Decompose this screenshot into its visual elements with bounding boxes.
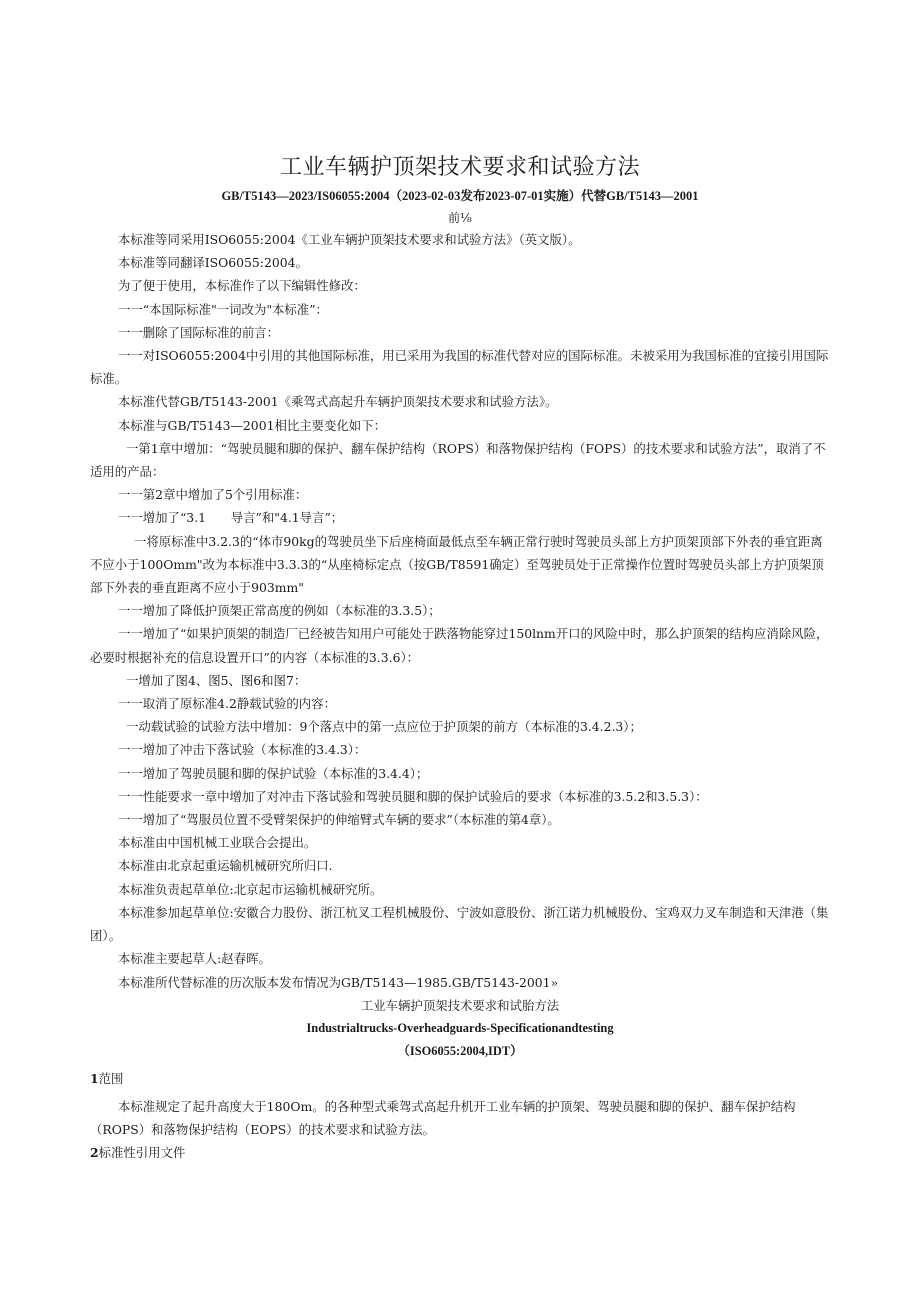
section-title: 范围 <box>98 1071 124 1087</box>
list-item: 一一增加了冲击下落试验（本标准的3.4.3）： <box>118 742 367 758</box>
scope-text: 本标准规定了起升高度大于180Om。的各种型式乘驾式高起升机开工业车辆的护顶架、驾驶员腿和脚的保护、翻车保护结构（ROPS）和落物保护结构（EOPS）的技术要求和试验方法。 <box>90 1098 796 1137</box>
subtitle-english: Industrialtrucks-Overheadguards-Specificationandtesting <box>306 1020 614 1035</box>
paragraph: 本标准等同采用ISO6055:2004《工业车辆护顶架技术要求和试验方法》（英文版）。 <box>118 232 581 247</box>
list-item: 一将原标准中3.2.3的“体市90kg的驾驶员坐下后座椅面最低点至车辆正常行驶时驾驶员头部上方护顶架顶部下外表的垂宜距离不应小于100Omm"改为本标准中3.3.3的“从座椅标定点（按GB/T8591确定）至驾驶员处于正常操作位置时驾驶员头部上方护顶架顶部下外表的垂直距离不应小于903mm" <box>90 533 824 596</box>
list-item: 一第1章中增加：“驾驶员腿和脚的保护、翻车保护结构（ROPS）和落物保护结构（FOPS）的技术要求和试验方法”，取消了不适用的产品： <box>90 440 826 480</box>
subtitle-iso: （ISO6055:2004,IDT） <box>397 1044 523 1059</box>
paragraph: 本标准由北京起重运输机械研究所归口. <box>118 858 333 874</box>
list-item: 一一增加了驾驶员腿和脚的保护试验（本标准的3.4.4）； <box>118 765 429 781</box>
list-item: 一一增加了“驾服员位置不受臂架保护的伸缩臂式车辆的要求”（本标准的第4章）。 <box>118 812 560 828</box>
list-item: 一一性能要求一章中增加了对冲击下落试验和驾驶员腿和脚的保护试验后的要求（本标准的3.5.2和3.5.3）： <box>118 788 708 804</box>
section-title: 标准性引用文件 <box>98 1144 186 1160</box>
foreword-heading: 前⅛ <box>448 211 472 225</box>
paragraph: 本标准负责起草单位:北京起市运输机械研究所。 <box>118 881 383 897</box>
standard-number-line: GB/T5143—2023/IS06055:2004（2023-02-03发布2023-07-01实施）代替GB/T5143—2001 <box>221 189 699 203</box>
list-item: 一一删除了国际标准的前言： <box>118 324 280 340</box>
list-item: 一一取消了原标准4.2静载试验的内容： <box>118 696 336 712</box>
list-item: 一一对ISO6055:2004中引用的其他国际标准，用已采用为我国的标准代替对应的国际标准。未被采用为我国标准的宜接引用国际标准。 <box>90 348 829 387</box>
paragraph: 本标准与GB/T5143—2001相比主要变化如下： <box>118 417 386 433</box>
paragraph: 本标准主要起草人:赵春晖。 <box>118 951 271 967</box>
paragraph: 为了便于使用，本标准作了以下编辑性修改： <box>118 278 366 294</box>
section-number: 2 <box>90 1144 99 1160</box>
subtitle-chinese: 工业车辆护顶架技术要求和试胎方法 <box>360 997 560 1013</box>
paragraph: 本标准代替GB/T5143-2001《乘驾式高起升车辆护顶架技术要求和试验方法》。 <box>118 394 558 410</box>
list-item: 一一“本国际标准"一词改为"本标准”： <box>118 301 328 317</box>
list-item: 一一第2章中增加了5个引用标准： <box>118 487 308 503</box>
paragraph: 本标准由中国机械工业联合会提出。 <box>118 835 317 851</box>
paragraph: 本标准所代替标准的历次版本发布情况为GB/T5143—1985.GB/T5143-2001» <box>118 974 559 990</box>
list-item: 一增加了图4、图5、图6和图7： <box>126 672 307 688</box>
document-body <box>90 228 830 1164</box>
list-item: 一一增加了“3.1 导言”和"4.1导言”； <box>118 510 344 526</box>
section-number: 1 <box>90 1071 99 1087</box>
list-item: 一动载试验的试验方法中增加：9个落点中的第一点应位于护顶架的前方（本标准的3.4.2.3）； <box>126 719 642 735</box>
list-item: 一一增加了“如果护顶架的制造厂已经被告知用户可能处于跌落物能穿过150lnm开口的风险中时，那么护顶架的结构应消除风险，必要时根据补充的信息设置开口”的内容（本标准的3.3.6）： <box>90 626 829 665</box>
list-item: 一一增加了降低护顶架正常高度的例如（本标准的3.3.5）； <box>118 603 441 619</box>
paragraph: 本标准等同翻译ISO6055:2004。 <box>118 255 308 271</box>
paragraph: 本标准参加起草单位:安徽合力股份、浙江杭叉工程机械股份、宁波如意股份、浙江诺力机械股份、宝鸡双力叉车制造和天津港（集团）。 <box>90 904 829 944</box>
section-heading-normative-references <box>90 1141 830 1164</box>
document-title: 工业车辆护顶架技术要求和试验方法 <box>279 155 640 180</box>
section-heading-scope <box>90 1067 830 1090</box>
